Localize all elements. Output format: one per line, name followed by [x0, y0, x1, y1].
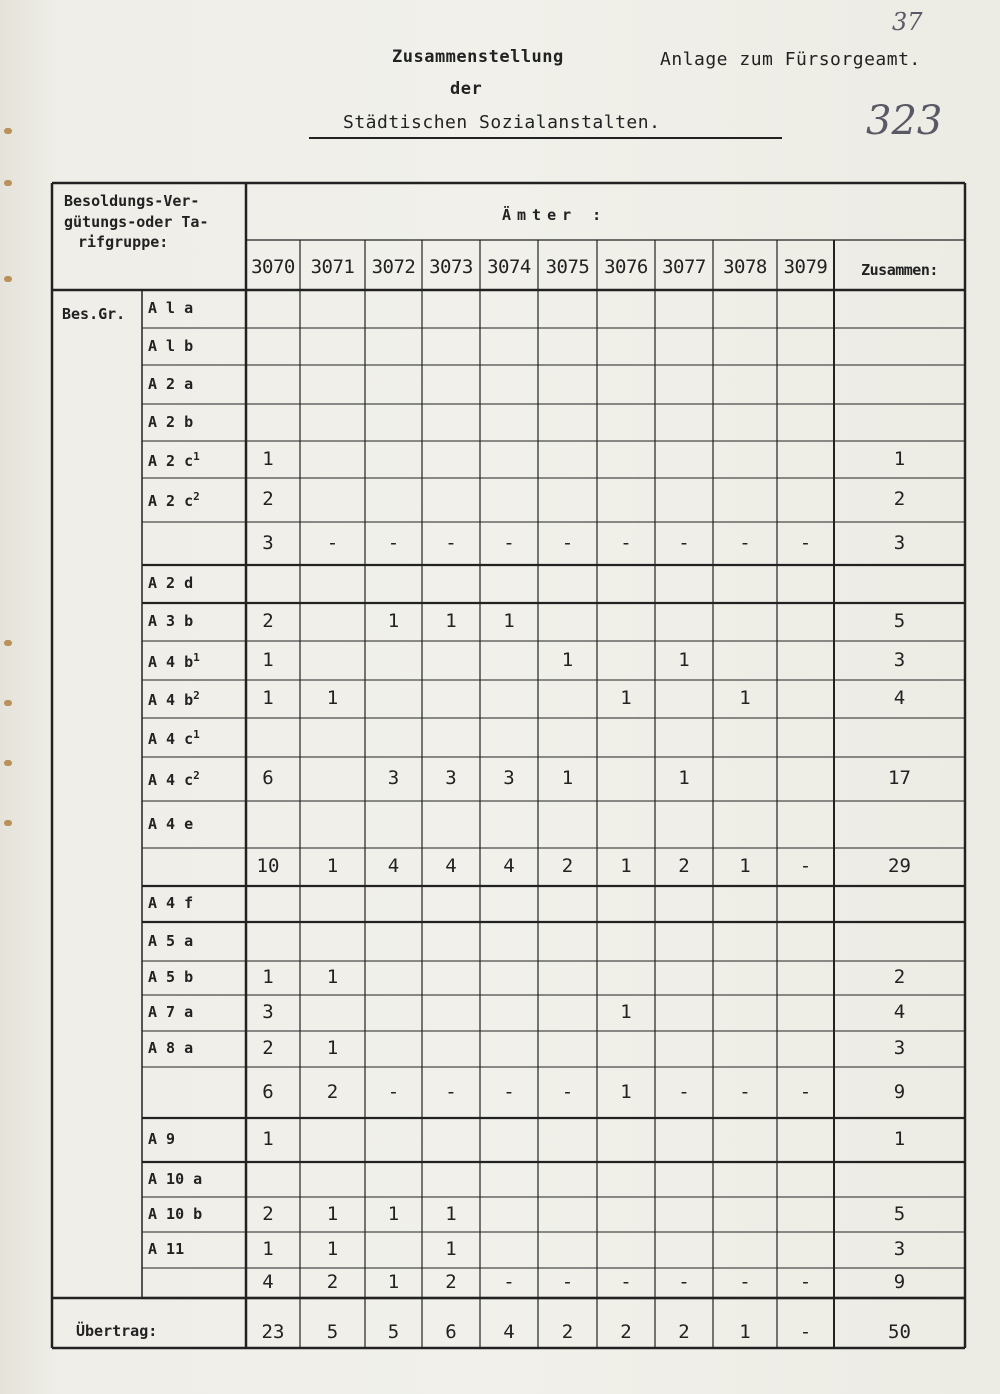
row-label: A 9 [148, 1130, 176, 1148]
table-cell: 1 [445, 1238, 457, 1260]
table-cell: 3 [262, 1001, 274, 1023]
table-cell: 1 [262, 1128, 274, 1150]
table-cell: 2 [262, 1037, 274, 1059]
subtotal-cell: 10 [256, 855, 280, 877]
column-header: 3074 [487, 256, 531, 278]
bes-gr-label: Bes.Gr. [62, 305, 126, 323]
row-label: A l a [148, 299, 194, 317]
table-cell: 1 [620, 687, 632, 709]
table-cell: 1 [739, 687, 751, 709]
total-cell: - [799, 1321, 812, 1343]
subtotal-cell: 9 [893, 1080, 906, 1103]
table-cell: 1 [445, 1202, 457, 1225]
column-header: 3077 [662, 256, 706, 278]
subtotal-cell: - [387, 531, 400, 554]
table-cell: 5 [893, 1202, 906, 1225]
subtotal-cell: 1 [326, 855, 339, 877]
subtotal-cell: - [799, 1080, 812, 1103]
table-cell: 3 [387, 767, 400, 789]
subtotal-cell: 6 [262, 1080, 274, 1103]
table-cell: 1 [561, 767, 574, 789]
table-cell: 1 [326, 1238, 339, 1260]
table-cell: 6 [262, 767, 274, 789]
subtotal-cell: - [799, 531, 812, 554]
row-label: A 5 b [148, 968, 194, 986]
table-cell: 1 [326, 1037, 339, 1059]
column-header: 3078 [723, 256, 767, 278]
row-label: A 4 $c^2$ [148, 769, 200, 789]
subtotal-cell: - [620, 531, 632, 554]
total-cell: 1 [739, 1321, 751, 1343]
subtotal-cell: - [678, 1271, 690, 1293]
subtotal-cell: 2 [326, 1080, 339, 1103]
column-header: 3073 [429, 256, 473, 278]
table-cell: 1 [262, 1238, 274, 1260]
table-cell: 2 [262, 1202, 274, 1225]
page-number-handwritten: 323 [866, 98, 943, 144]
table-cell: 1 [678, 648, 690, 671]
table-cell: 17 [888, 767, 911, 789]
column-header: 3075 [545, 256, 590, 278]
table-cell: 4 [893, 687, 906, 709]
row-label-superscript: 1 [193, 449, 200, 463]
row-label: A 4 f [148, 894, 194, 912]
subtotal-cell: - [445, 531, 457, 554]
table-cell: 1 [678, 767, 690, 789]
subtotal-cell: 4 [503, 855, 515, 877]
subtotal-cell: 2 [326, 1271, 339, 1293]
row-label: A 10 b [148, 1204, 203, 1223]
row-label-superscript: 2 [193, 769, 200, 782]
column-header: 3072 [371, 256, 416, 278]
table-cell: 2 [262, 610, 274, 632]
row-label: A 4 $b^1$ [148, 650, 200, 671]
row-label-superscript: 2 [193, 689, 200, 702]
row-label: A 8 a [148, 1039, 194, 1057]
total-cell: 2 [678, 1321, 690, 1343]
table-cell: 3 [503, 767, 515, 789]
row-label: A 4 $c^1$ [148, 727, 200, 748]
subtotal-cell: - [799, 855, 812, 877]
table-cell: 1 [262, 687, 274, 709]
table-cell: 1 [893, 447, 906, 470]
total-label: Übertrag: [76, 1322, 158, 1340]
column-header: Zusammen: [861, 261, 938, 279]
row-label-superscript: 2 [193, 490, 200, 503]
subtotal-cell: 1 [620, 1080, 632, 1103]
table-cell: 1 [620, 1001, 632, 1023]
table-cell: 1 [326, 966, 339, 988]
subtotal-cell: 4 [262, 1271, 274, 1293]
table-cell: 2 [262, 488, 274, 510]
column-header: 3070 [251, 256, 295, 278]
table-cell: 1 [262, 966, 274, 988]
total-cell: 2 [561, 1321, 574, 1343]
subtotal-cell: - [561, 1080, 574, 1103]
table-cell: 3 [893, 648, 906, 671]
table-cell: 1 [387, 1202, 400, 1225]
subtotal-cell: 2 [445, 1271, 457, 1293]
subtotal-cell: - [739, 1271, 751, 1293]
subtotal-cell: - [326, 531, 339, 554]
total-cell: 4 [503, 1321, 515, 1343]
row-label: A l b [148, 336, 194, 355]
row-label: A 5 a [148, 931, 194, 950]
row-label: A 2 a [148, 374, 194, 393]
row-label: A 4 $b^2$ [148, 689, 200, 709]
total-cell: 6 [445, 1321, 457, 1343]
total-cell: 23 [261, 1321, 285, 1343]
row-label: A 3 b [148, 612, 194, 630]
subtotal-cell: - [678, 531, 690, 554]
table-cell: 1 [561, 648, 574, 671]
table-cell: 3 [893, 1037, 906, 1059]
subtotal-cell: 2 [561, 855, 574, 877]
table-cell: 3 [893, 1238, 906, 1260]
table-cell: 1 [262, 447, 274, 470]
subtotal-cell: 4 [445, 855, 457, 877]
table-cell: 1 [326, 1202, 339, 1225]
subtotal-cell: 1 [739, 855, 751, 877]
subtotal-cell: - [739, 531, 751, 554]
subtotal-cell: - [503, 531, 515, 554]
table-cell: 1 [445, 610, 457, 632]
row-label: A 7 a [148, 1003, 194, 1021]
total-cell: 50 [888, 1321, 911, 1343]
total-cell: 5 [387, 1321, 400, 1343]
row-label-superscript: 1 [193, 727, 200, 741]
subtotal-cell: 4 [387, 855, 400, 877]
table-cell: 1 [262, 648, 274, 671]
table-cell: 5 [893, 610, 906, 632]
subtotal-cell: - [561, 531, 574, 554]
subtotal-cell: - [503, 1080, 515, 1103]
table-cell: 1 [503, 610, 515, 632]
subtotal-cell: 2 [678, 855, 690, 877]
row-label: A 2 b [148, 412, 194, 431]
page-number: 37 [892, 8, 923, 36]
row-label: A 10 a [148, 1169, 203, 1188]
subtotal-cell: - [620, 1271, 632, 1293]
subtotal-cell: 1 [387, 1271, 400, 1293]
table-cell: 4 [893, 1001, 906, 1023]
aemter-header: Ämter : [502, 206, 608, 224]
subtotal-cell: 3 [262, 531, 274, 554]
table-cell: 3 [445, 767, 457, 789]
title-line-1: Zusammenstellung [392, 47, 564, 67]
column-header: 3071 [310, 256, 355, 278]
subtotal-cell: - [445, 1080, 457, 1103]
row-label-superscript: 1 [193, 650, 200, 664]
table-cell: 1 [893, 1128, 906, 1150]
subtotal-cell: - [387, 1080, 400, 1103]
row-label: A 2 $c^2$ [148, 490, 200, 510]
subtotal-cell: - [503, 1271, 515, 1293]
row-label: A 11 [148, 1240, 185, 1258]
group-header-line-2: gütungs-oder Ta- [64, 213, 209, 231]
column-header: 3079 [783, 256, 828, 278]
subtotal-cell: - [561, 1271, 574, 1293]
subtotal-cell: - [678, 1080, 690, 1103]
subtotal-cell: 29 [888, 855, 911, 877]
title-line-3: Städtischen Sozialanstalten. [343, 112, 661, 133]
subtotal-cell: 1 [620, 855, 632, 877]
total-cell: 2 [620, 1321, 632, 1343]
subtotal-cell: - [799, 1271, 812, 1293]
title-line-2: der [450, 79, 483, 99]
group-header-line-3: rifgruppe: [78, 233, 169, 251]
subtotal-cell: - [739, 1080, 751, 1103]
table-cell: 2 [893, 966, 906, 988]
row-label: A 4 e [148, 814, 194, 833]
table-cell: 2 [893, 488, 906, 510]
row-label: A 2 d [148, 574, 194, 592]
group-header-line-1: Besoldungs-Ver- [64, 192, 200, 210]
total-cell: 5 [326, 1321, 339, 1343]
subtotal-cell: 9 [893, 1271, 906, 1293]
subtotal-cell: 3 [893, 531, 906, 554]
table-cell: 1 [326, 687, 339, 709]
table-cell: 1 [387, 610, 400, 632]
annex-note: Anlage zum Fürsorgeamt. [660, 49, 921, 70]
row-label: A 2 $c^1$ [148, 449, 200, 470]
column-header: 3076 [604, 256, 648, 278]
